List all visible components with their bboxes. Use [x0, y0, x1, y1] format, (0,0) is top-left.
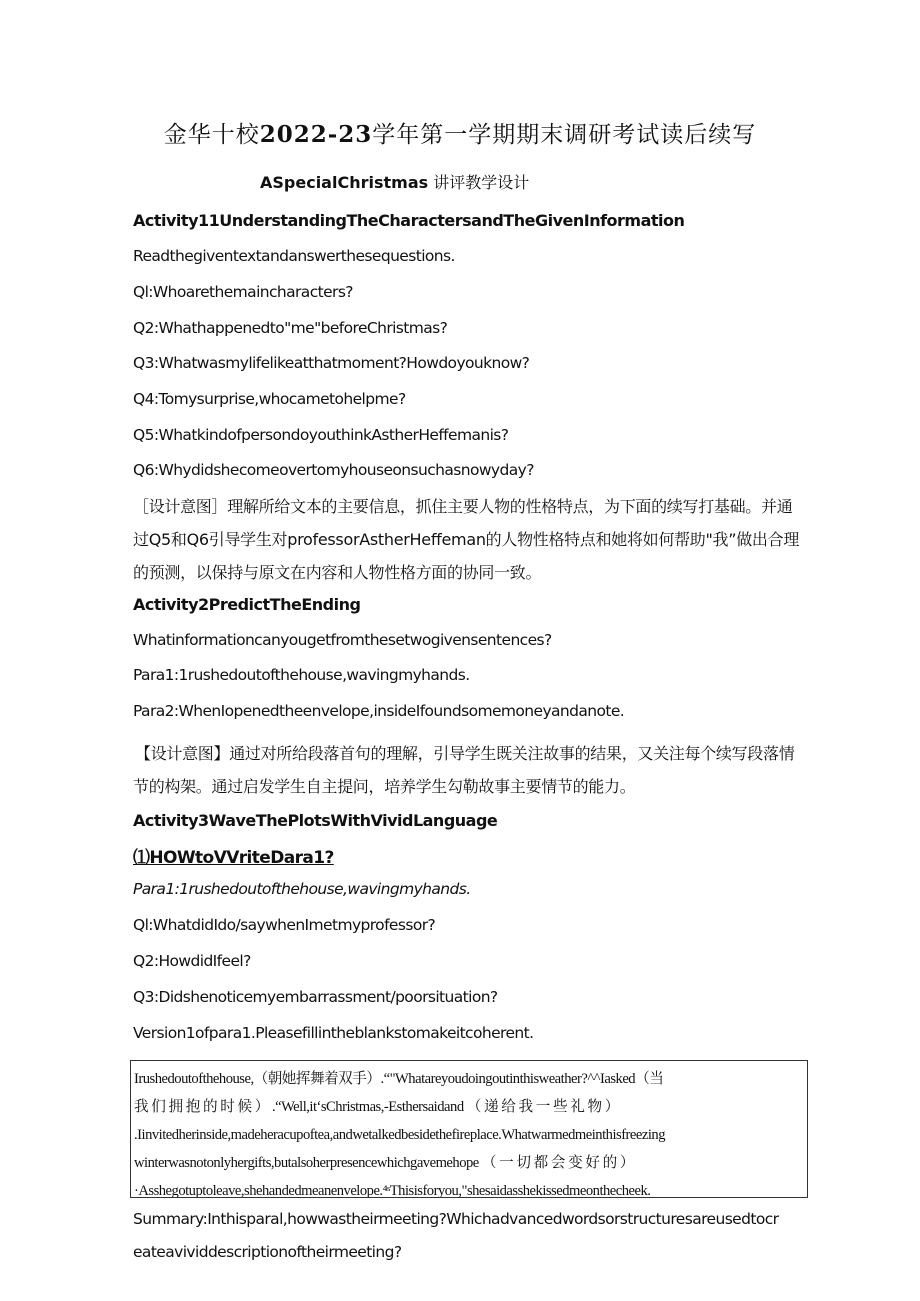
summary-line-1: Summary:Inthisparal,howwastheirmeeting?Whichadvancedwordsorstructuresareusedtocr — [133, 1210, 779, 1228]
box-line-5: ·Asshegotuptoleave,shehandedmeanenvelope.⁴ˢThisisforyou,"shesaidasshekissedmeonthecheek. — [134, 1183, 651, 1198]
document-title — [0, 116, 920, 149]
activity2-heading: Activity2PredictTheEnding — [133, 595, 361, 614]
box-line-3: .Iinvitedherinside,madeheracupoftea,andwetalkedbesidethefireplace.Whatwarmedmeinthisfreezing — [134, 1127, 665, 1143]
activity3-question-2: Q2:HowdidIfeel? — [133, 952, 251, 970]
activity3-para1-sentence: Para1:1rushedoutofthehouse,wavingmyhands. — [133, 880, 471, 898]
activity1-question-3: Q3:Whatwasmylifelikeatthatmoment?Howdoyouknow? — [133, 354, 530, 372]
activity1-question-2: Q2:Whathappenedto"me"beforeChristmas? — [133, 319, 448, 337]
subtitle-english: ASpecialChristmas — [260, 173, 429, 192]
activity1-question-6: Q6:Whydidshecomeovertomyhouseonsuchasnowyday? — [133, 461, 534, 479]
activity1-question-4: Q4:Tomysurprise,whocametohelpme? — [133, 390, 406, 408]
activity1-question-5: Q5:WhatkindofpersondoyouthinkAstherHeffemanis? — [133, 426, 509, 444]
activity3-question-1: Ql:WhatdidIdo/saywhenImetmyprofessor? — [133, 916, 436, 934]
title-year: 2022-23 — [259, 121, 373, 148]
title-suffix: 学年第一学期期末调研考试读后续写 — [372, 122, 757, 148]
box-line-1: Irushedoutofthehouse,（朝她挥舞着双手）.“"Whatareyoudoingoutinthisweather?^^Iasked（当 — [134, 1071, 664, 1087]
box-line-4: winterwasnotonlyhergifts,butalsoherpresencewhichgavemehope （ 一 切 都 会 变 好 的 ） — [134, 1155, 634, 1171]
activity2-para2: Para2:WhenIopenedtheenvelope,insideIfoundsomemoneyandanote. — [133, 702, 625, 720]
activity1-heading: Activity11UnderstandingTheCharactersandTheGivenInformation — [133, 211, 685, 230]
activity3-version-prompt: Version1ofpara1.Pleasefillintheblankstomakeitcoherent. — [133, 1024, 534, 1042]
document-subtitle — [260, 170, 529, 193]
title-prefix: 金华十校 — [163, 122, 260, 148]
activity2-intro: Whatinformationcanyougetfromthesetwogivensentences? — [133, 631, 552, 649]
activity1-intro: Readthegiventextandanswerthesequestions. — [133, 247, 455, 265]
box-line-2: 我 们 拥 抱 的 时 候 ） .“Well,it‘sChristmas,-Esthersaidand （ 递 给 我 一 些 礼 物 ） — [134, 1099, 619, 1115]
activity2-para1: Para1:1rushedoutofthehouse,wavingmyhands. — [133, 666, 470, 684]
activity1-design-intent: ［设计意图］理解所给文本的主要信息，抓住主要人物的性格特点，为下面的续写打基础。并通过Q5和Q6引导学生对professorAstherHeffeman的人物性格特点和她将如何帮助"我”做出合理的预测，以保持与原文在内容和人物性格方面的协同一致。 — [133, 497, 800, 582]
summary-line-2: eateavividdescriptionoftheirmeeting? — [133, 1243, 402, 1261]
activity3-heading: Activity3WaveThePlotsWithVividLanguage — [133, 811, 498, 830]
activity1-question-1: Ql:Whoarethemaincharacters? — [133, 283, 353, 301]
activity2-design-intent: 【设计意图】通过对所给段落首句的理解，引导学生既关注故事的结果，又关注每个续写段落情节的构架。通过启发学生自主提问，培养学生勾勒故事主要情节的能力。 — [133, 744, 795, 796]
fill-in-blank-box — [130, 1060, 808, 1198]
activity3-question-3: Q3:Didshenoticemyembarrassment/poorsituation? — [133, 988, 498, 1006]
subtitle-chinese: 讲评教学设计 — [433, 173, 530, 192]
activity3-subheading: ⑴HOWtoVVriteDara1? — [133, 848, 334, 868]
